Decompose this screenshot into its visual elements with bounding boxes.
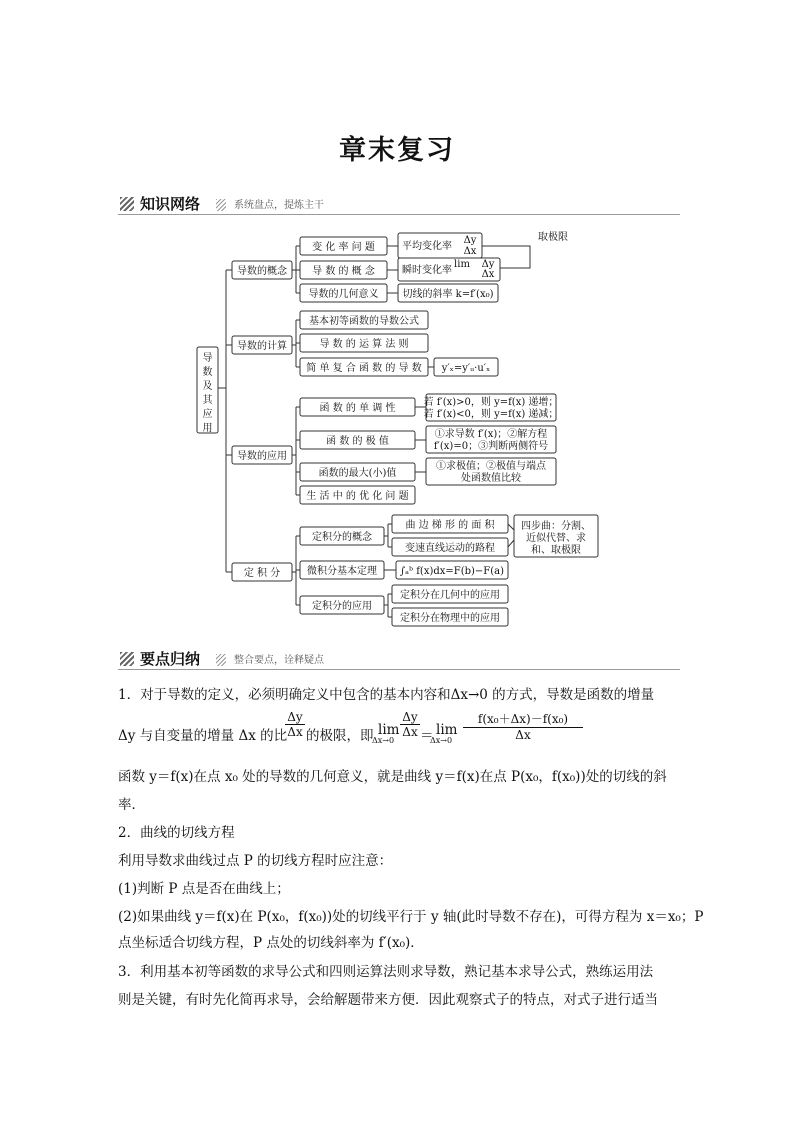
- root-node-char: 数: [202, 367, 213, 378]
- four-steps-line: 近似代替、求: [526, 533, 586, 544]
- instant-rate-label: 瞬时变化率: [402, 265, 452, 276]
- branch-node: 导数的概念: [237, 266, 287, 277]
- calc-item: 导 数 的 运 算 法 则: [319, 339, 409, 350]
- point-1-line-1: 1．对于导数的定义，必须明确定义中包含的基本内容和Δx→0 的方式，导数是函数的增量: [118, 687, 655, 703]
- lim-subscript: Δx→0: [430, 736, 453, 745]
- limit-2: [430, 722, 458, 745]
- limit-1: [372, 722, 400, 745]
- four-steps-line: 和、取极限: [531, 545, 581, 556]
- branch-node: 导数的应用: [237, 451, 287, 462]
- section-name: 要点归纳: [140, 650, 201, 668]
- fraction-numerator: Δy: [400, 710, 420, 725]
- point-3-line-1: 3．利用基本初等函数的求导公式和四则运算法则求导数，熟记基本求导公式，熟练运用法: [118, 964, 654, 980]
- tangent-slope-label: 切线的斜率 k=f′(x₀): [402, 289, 494, 300]
- page-title: 章末复习: [339, 135, 455, 166]
- maxmin-step: 处函数值比较: [461, 473, 521, 484]
- extreme-step: ①求导数 f′(x)；②解方程: [434, 429, 548, 440]
- monotonic-rule: 若 f′(x)>0，则 y=f(x) 递增；: [423, 397, 559, 408]
- point-1-line-4: 率．: [118, 797, 145, 813]
- concept-item: 导数的几何意义: [308, 289, 379, 300]
- fraction-mark: Δx: [481, 269, 495, 280]
- integral-concept-item: 曲 边 梯 形 的 面 积: [405, 520, 495, 531]
- calc-item: 简 单 复 合 函 数 的 导 数: [306, 363, 422, 374]
- root-node-char: 及: [202, 381, 213, 392]
- lim-text: lim: [436, 722, 458, 738]
- chain-rule-label: y′ₓ=y′ᵤ·u′ₓ: [441, 363, 491, 374]
- integral-item: 定积分的概念: [312, 532, 372, 543]
- integral-application-item: 定积分在几何中的应用: [400, 590, 500, 601]
- lim-text: lim: [378, 722, 400, 738]
- root-node-char: 用: [202, 423, 213, 434]
- fraction-denominator: Δx: [402, 725, 418, 739]
- point-2-intro: 利用导数求曲线过点 P 的切线方程时应注意：: [118, 853, 393, 869]
- fraction-mark: Δy: [481, 259, 495, 270]
- maxmin-step: ①求极值；②极值与端点: [436, 461, 546, 472]
- point-1-formula-line: [118, 710, 678, 760]
- fraction-mark: Δx: [463, 246, 477, 257]
- hatch-icon: [120, 652, 134, 666]
- fraction-denominator: Δx: [287, 725, 303, 739]
- hatch-small-icon: [216, 654, 226, 666]
- integral-item: 定积分的应用: [312, 601, 372, 612]
- fraction-numerator: f(x₀＋Δx)－f(x₀): [463, 710, 583, 728]
- take-limit-label: 取极限: [538, 232, 568, 243]
- formula-text-b: 的极限，即: [306, 728, 374, 744]
- fundamental-theorem-formula: ∫ₐᵇ f(x)dx=F(b)−F(a): [399, 566, 505, 577]
- point-1-line-3: 函数 y＝f(x)在点 x₀ 处的导数的几何意义，就是曲线 y＝f(x)在点 P(x₀，f(x₀))处的切线的斜: [118, 769, 667, 785]
- root-node-char: 其: [202, 395, 213, 406]
- average-rate-label: 平均变化率: [402, 241, 452, 252]
- fraction-difference-quotient: [463, 710, 583, 742]
- concept-item: 导 数 的 概 念: [312, 266, 375, 277]
- fraction-denominator: Δx: [515, 728, 531, 742]
- fraction-mark: lim: [454, 259, 470, 270]
- fraction-dy-dx: [285, 710, 305, 739]
- fraction-numerator: Δy: [285, 710, 305, 725]
- branch-node: 定 积 分: [243, 568, 281, 579]
- point-2-item-2b: 点坐标适合切线方程，P 点处的切线斜率为 f′(x₀)．: [118, 935, 424, 951]
- point-2-item-1: (1)判断 P 点是否在曲线上；: [118, 881, 290, 897]
- root-node-char: 导: [202, 353, 213, 364]
- section-name: 知识网络: [140, 195, 201, 213]
- point-3-line-2: 则是关键，有时先化简再求导，会给解题带来方便．因此观察式子的特点，对式子进行适当: [118, 992, 658, 1008]
- section-subtitle: 整合要点，诠释疑点: [234, 655, 324, 666]
- point-2-item-2a: (2)如果曲线 y＝f(x)在 P(x₀，f(x₀))处的切线平行于 y 轴(此时导数不存在)，可得方程为 x＝x₀；P: [118, 909, 704, 925]
- fraction-dy-dx-2: [400, 710, 420, 739]
- integral-item: 微积分基本定理: [307, 566, 377, 577]
- integral-application-item: 定积分在物理中的应用: [400, 613, 500, 624]
- equals-sign: ＝: [420, 728, 434, 744]
- root-node-char: 应: [202, 409, 213, 420]
- application-item: 函 数 的 单 调 性: [319, 403, 396, 414]
- section-subtitle: 系统盘点，提炼主干: [234, 200, 324, 211]
- section-header-keypoints: [118, 648, 680, 670]
- four-steps-line: 四步曲：分割、: [521, 521, 591, 532]
- lim-subscript: Δx→0: [372, 736, 395, 745]
- formula-text-a: Δy 与自变量的增量 Δx 的比: [118, 728, 288, 744]
- calc-item: 基本初等函数的导数公式: [309, 316, 419, 327]
- branch-node: 导数的计算: [237, 341, 287, 352]
- concept-item: 变 化 率 问 题: [312, 242, 375, 253]
- integral-concept-item: 变速直线运动的路程: [405, 543, 495, 554]
- application-item: 函 数 的 极 值: [326, 436, 389, 447]
- application-item: 生 活 中 的 优 化 问 题: [306, 491, 409, 502]
- fraction-mark: Δy: [463, 235, 477, 246]
- application-item: 函数的最大(小)值: [318, 468, 397, 479]
- point-2-title: 2．曲线的切线方程: [118, 825, 235, 841]
- extreme-step: f′(x)=0；③判断两侧符号: [433, 441, 549, 452]
- monotonic-rule: 若 f′(x)<0，则 y=f(x) 递减；: [423, 409, 559, 420]
